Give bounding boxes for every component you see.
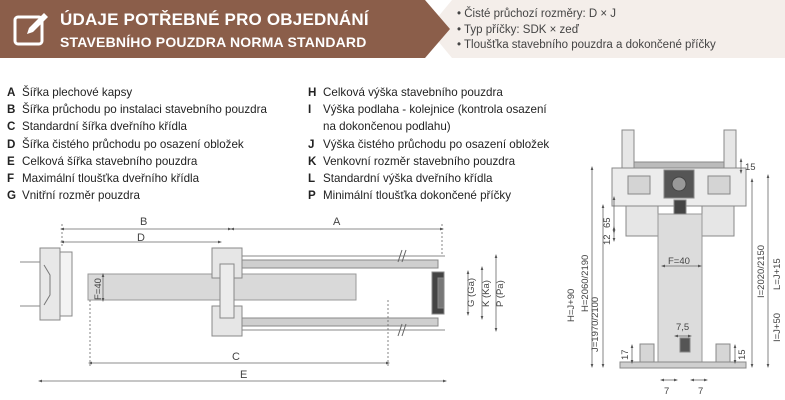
legend-key: H [308,86,317,99]
legend-text: Šířka plechové kapsy [22,86,133,99]
legend-row [7,170,267,187]
dim-label-i: I=2020/2150 [756,244,767,298]
dim-label-lj: L=J+15 [772,258,783,290]
dim-label-17: 17 [620,349,631,360]
legend-row [308,84,549,101]
dim-label-12: 12 [602,234,613,245]
dim-label-k: K (Ka) [481,280,492,307]
legend-key [308,118,323,135]
note-item: • Tloušťka stavebního pouzdra a dokončené příčky [457,39,716,51]
dim-label-f-section: F=40 [668,256,690,267]
dim-label-j: J=1970/2100 [590,296,601,352]
legend-key: P [308,189,316,203]
note-item: • Čisté průchozí rozměry: D × J [457,8,617,20]
dim-label-e: E [240,369,248,381]
pocket-wall-top [242,260,438,268]
left-frame-profile [626,206,658,236]
dim-label-65: 65 [602,217,613,228]
dim-label-7-right: 7 [698,386,704,397]
dim-label-15-top: 15 [745,162,756,173]
legend-text: Výška čistého průchodu po osazení obložek [323,137,550,151]
floor-guide [680,338,690,352]
dim-label-c: C [232,351,240,363]
left-jamb-trim [60,252,72,316]
legend-key: D [7,137,16,151]
legend-left [7,84,267,204]
legend-key: G [7,189,17,203]
order-notes [457,7,777,54]
edit-icon [13,12,49,48]
dim-label-b: B [140,216,148,228]
roller-wheel [672,177,686,191]
legend-text: Šířka čistého průchodu po osazení obložek [22,137,244,151]
dim-label-7-left: 7 [664,386,670,397]
dim-label-15-bottom: 15 [737,349,748,360]
dim-label-f: F=40 [93,278,104,300]
legend-key: J [308,137,315,151]
legend-row [7,101,267,118]
dim-label-hj: H=J+90 [566,288,577,322]
legend-text: Šířka průchodu po instalaci stavebního pouzdra [22,103,267,117]
dim-label-g: G (Ga) [466,277,477,307]
legend-text: Celková šířka stavebního pouzdra [22,154,198,168]
section-left-wall [622,130,634,168]
legend-key: C [7,120,16,134]
legend-row [308,153,549,170]
plan-dimensions [40,224,496,381]
plan-view [20,248,445,336]
legend-key: A [7,86,16,99]
floor-line [620,362,746,368]
dim-label-d: D [137,232,145,244]
note-item: • Typ příčky: SDK × zeď [457,23,579,36]
legend-text: Vnitřní rozměr pouzdra [22,189,140,203]
dim-label-h: H=2060/2190 [580,254,591,312]
legend-text: Celková výška stavebního pouzdra [323,86,503,99]
page-title: ÚDAJE POTŘEBNÉ PRO OBJEDNÁNÍ [60,10,369,29]
legend-key: K [308,154,317,168]
legend-row [308,118,549,135]
legend-text: Standardní šířka dveřního křídla [22,120,187,134]
header-rail [634,162,724,168]
legend-key: I [308,103,312,117]
legend-row [308,170,549,187]
legend-text: Maximální tloušťka dveřního křídla [22,172,200,186]
legend-text: Minimální tloušťka dokončené příčky [323,189,512,203]
dim-label-7-5: 7,5 [676,322,690,333]
legend-right [308,84,549,204]
dim-label-ij: I=J+50 [772,312,783,342]
legend-text: Standardní výška dveřního křídla [323,172,493,186]
legend-key: L [308,172,316,186]
pocket-wall-bottom [242,318,438,326]
legend-key: B [7,103,16,117]
dim-label-a: A [333,216,341,228]
legend-key: F [7,172,15,186]
legend-row [7,118,267,135]
section-right-wall [724,130,736,168]
legend-row [7,153,267,170]
legend-row [7,84,267,101]
legend-key: E [7,154,15,168]
legend-text: Venkovní rozměr stavebního pouzdra [323,154,516,168]
legend-text: na dokončenou podlahu) [323,120,451,134]
legend-row [308,136,549,153]
legend-row [308,101,549,118]
page-subtitle: STAVEBNÍHO POUZDRA NORMA STANDARD [60,34,367,50]
dim-label-p: P (Pa) [495,280,506,307]
legend-text: Výška podlaha - kolejnice (kontrola osazení [323,103,547,117]
right-frame-profile [702,206,734,236]
legend-row [7,136,267,153]
